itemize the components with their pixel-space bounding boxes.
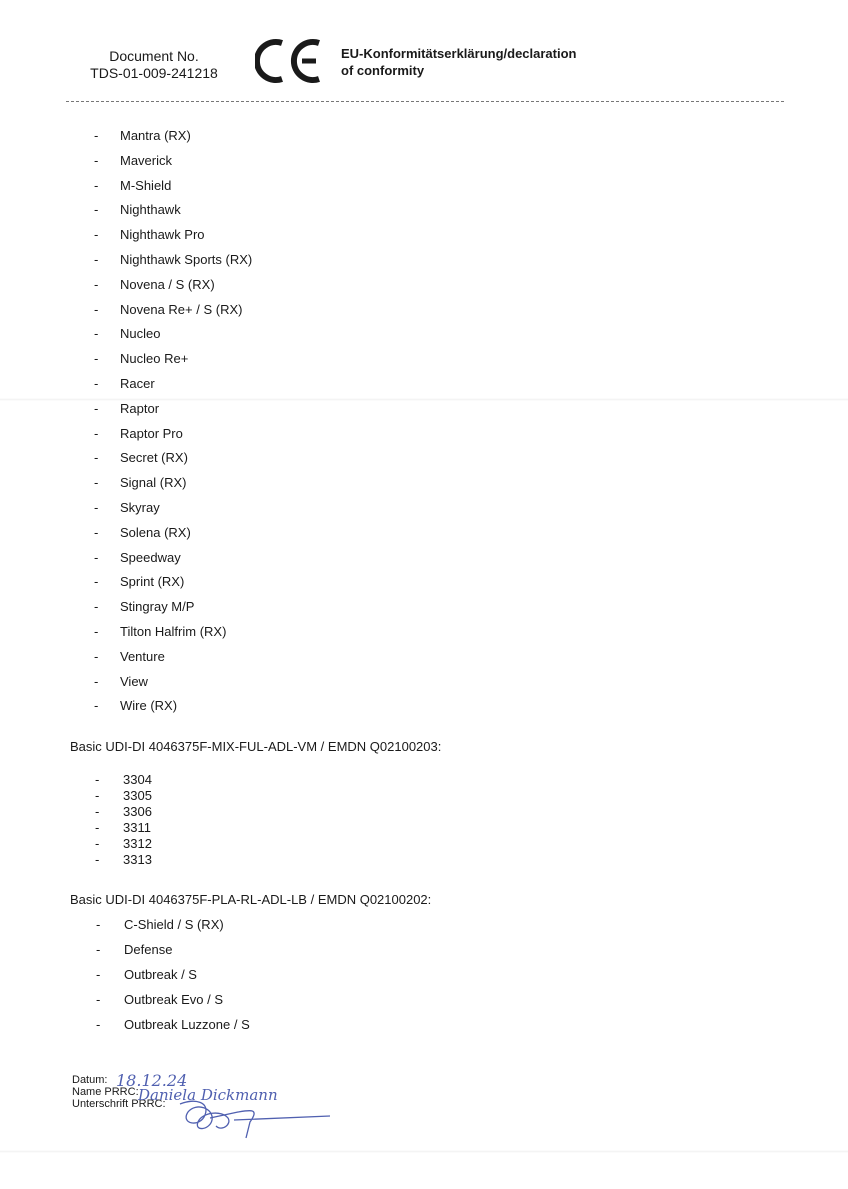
list-item-text: Raptor [120, 400, 160, 416]
list-item-text: Raptor Pro [120, 425, 183, 441]
bullet-dash: - [95, 772, 100, 787]
bullet-dash: - [95, 852, 100, 867]
document-number-label: Document No. [109, 48, 199, 64]
declaration-title-line2: of conformity [341, 63, 425, 78]
list-item-text: Wire (RX) [120, 698, 178, 714]
list-item-text: Nucleo Re+ [120, 351, 189, 367]
bullet-dash: - [94, 128, 99, 143]
bullet-dash: - [94, 425, 99, 441]
bullet-dash: - [94, 450, 99, 466]
declaration-title-line1: EU-Konformitätserklärung/declaration [341, 46, 577, 61]
bullet-dash: - [94, 326, 99, 342]
bullet-dash: - [94, 301, 99, 317]
handwritten-signature [110, 1060, 350, 1150]
bullet-dash: - [94, 400, 99, 416]
signature-label: Unterschrift PRRC: [72, 1098, 166, 1110]
section-heading-udi-pla: Basic UDI-DI 4046375F-PLA-RL-ADL-LB / EMDN Q02100202: [70, 892, 432, 907]
bullet-dash: - [94, 524, 99, 540]
list-item-text: Secret (RX) [120, 450, 188, 466]
bullet-dash: - [95, 788, 100, 803]
list-item-text: 3305 [123, 788, 152, 803]
bullet-dash: - [94, 375, 99, 391]
bullet-dash: - [94, 475, 99, 491]
list-item-text: Nighthawk Pro [120, 227, 205, 243]
list-item-text: Skyray [120, 499, 160, 515]
list-item-text: Defense [124, 942, 173, 957]
bullet-dash: - [95, 804, 100, 819]
bullet-dash: - [96, 1017, 101, 1032]
bullet-dash: - [94, 648, 99, 664]
list-item-text: Nighthawk [120, 202, 181, 218]
scan-artifact [0, 1150, 848, 1153]
document-number-value: TDS-01-009-241218 [90, 65, 218, 81]
bullet-dash: - [94, 251, 99, 267]
list-item-text: Racer [120, 375, 155, 391]
list-item-text: Solena (RX) [120, 524, 191, 540]
list-item-text: 3304 [123, 772, 152, 787]
list-item-text: Nighthawk Sports (RX) [120, 251, 253, 267]
bullet-dash: - [94, 623, 99, 639]
list-item-text: View [120, 673, 148, 689]
list-item-text: Outbreak / S [124, 967, 197, 982]
handwritten-date: 18.12.24 [116, 1071, 188, 1090]
list-item-text: 3306 [123, 804, 152, 819]
bullet-dash: - [94, 177, 99, 193]
bullet-dash: - [95, 836, 100, 851]
list-item-text: Sprint (RX) [120, 574, 185, 590]
bullet-dash: - [94, 549, 99, 565]
section-heading-udi-mix: Basic UDI-DI 4046375F-MIX-FUL-ADL-VM / EMDN Q02100203: [70, 739, 442, 754]
list-item-text: Novena / S (RX) [120, 276, 215, 292]
list-item-text: C-Shield / S (RX) [124, 917, 224, 932]
bullet-dash: - [95, 820, 100, 835]
list-item-text: Maverick [120, 152, 173, 168]
ce-mark-icon [255, 36, 325, 86]
bullet-dash: - [94, 227, 99, 243]
bullet-dash: - [94, 202, 99, 218]
bullet-dash: - [94, 152, 99, 168]
date-label: Datum: [72, 1074, 108, 1086]
bullet-dash: - [94, 499, 99, 515]
list-item-text: Novena Re+ / S (RX) [120, 301, 243, 317]
bullet-dash: - [96, 942, 101, 957]
list-item-text: Stingray M/P [120, 599, 195, 615]
bullet-dash: - [96, 917, 101, 932]
list-item-text: 3313 [123, 852, 152, 867]
document-number [84, 48, 224, 82]
bullet-dash: - [94, 673, 99, 689]
bullet-dash: - [94, 276, 99, 292]
name-label: Name PRRC: [72, 1086, 139, 1098]
bullet-dash: - [94, 574, 99, 590]
bullet-dash: - [94, 351, 99, 367]
list-item-text: M-Shield [120, 177, 172, 193]
list-item-text: Signal (RX) [120, 475, 187, 491]
header-divider [66, 101, 784, 102]
bullet-dash: - [96, 992, 101, 1007]
list-item-text: Mantra (RX) [120, 128, 191, 143]
list-item-text: 3312 [123, 836, 152, 851]
list-item-text: 3311 [123, 820, 151, 835]
list-item-text: Outbreak Evo / S [124, 992, 223, 1007]
list-item-text: Nucleo [120, 326, 161, 342]
bullet-dash: - [96, 967, 101, 982]
list-item-text: Outbreak Luzzone / S [124, 1017, 250, 1032]
handwritten-name: Daniela Dickmann [138, 1086, 278, 1104]
bullet-dash: - [94, 698, 99, 714]
declaration-title [341, 45, 577, 79]
list-item-text: Venture [120, 648, 165, 664]
list-item-text: Speedway [120, 549, 181, 565]
bullet-dash: - [94, 599, 99, 615]
list-item-text: Tilton Halfrim (RX) [120, 623, 227, 639]
